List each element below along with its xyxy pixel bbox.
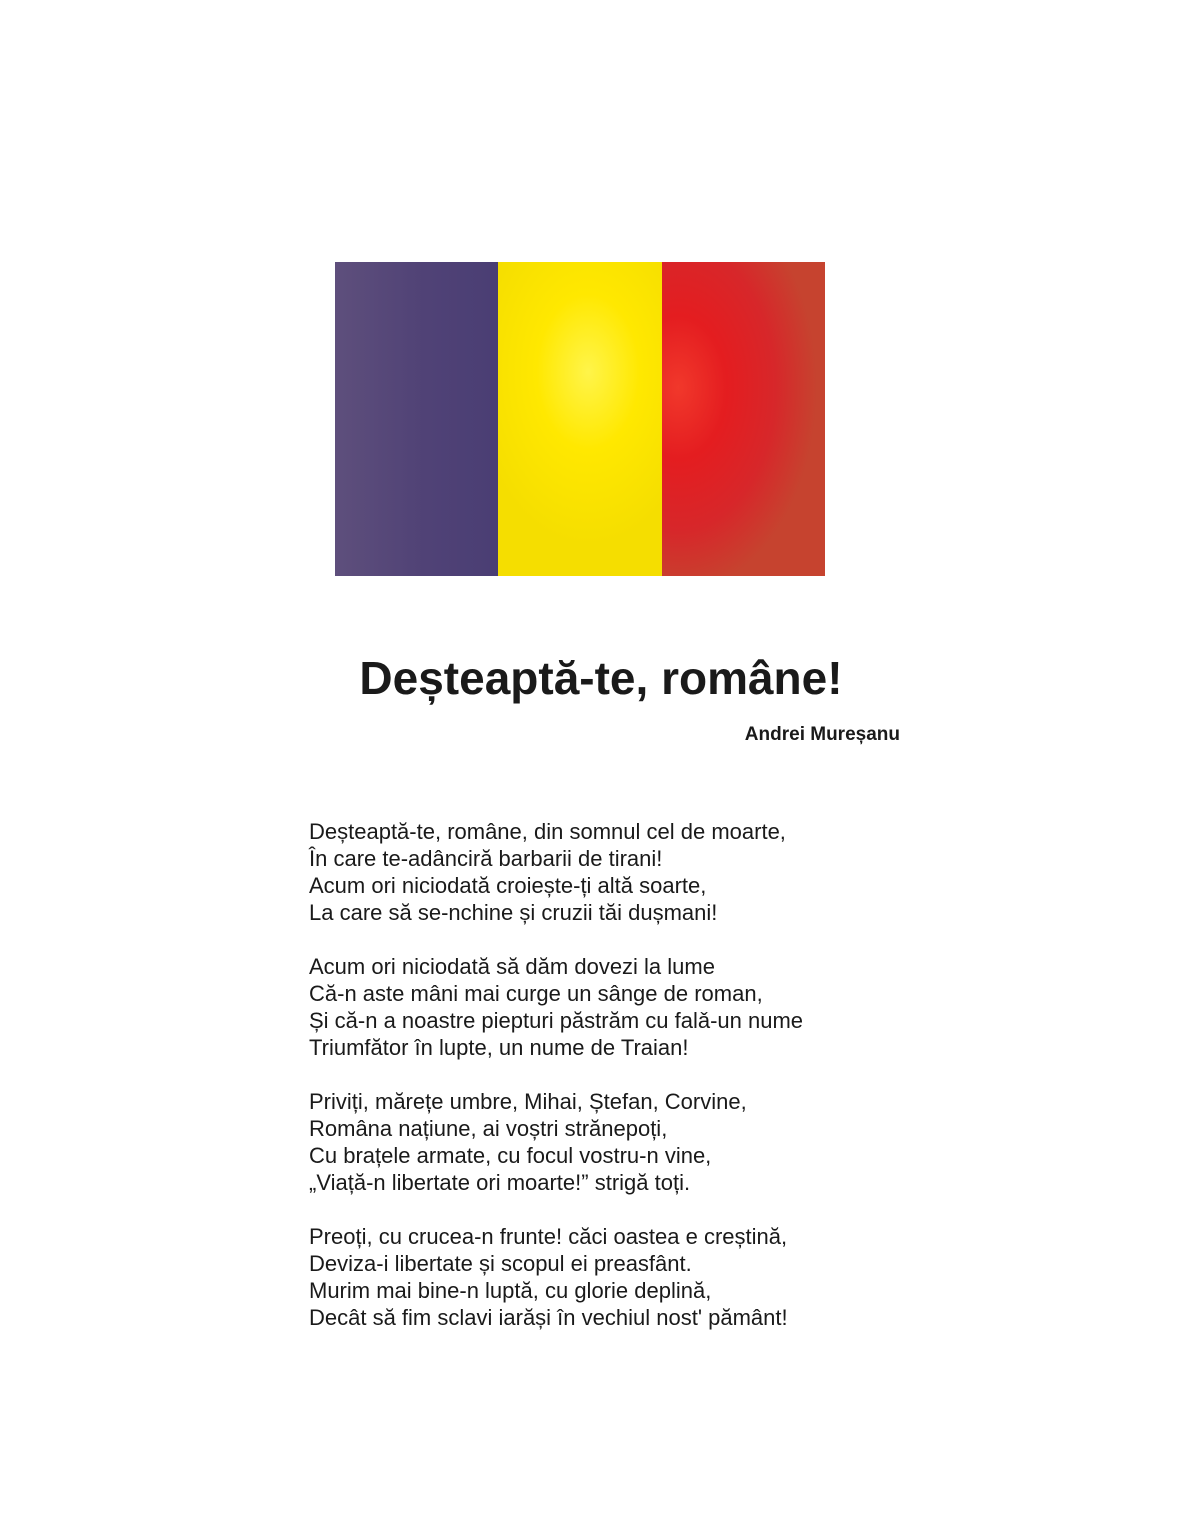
verse-line: Deviza-i libertate și scopul ei preasfânt. [309,1251,692,1276]
romanian-flag [335,262,825,576]
flag-stripe-red [662,262,825,576]
verse-line: Acum ori niciodată să dăm dovezi la lume [309,954,715,979]
flag-stripe-yellow [498,262,661,576]
stanza-1 [309,818,929,926]
verse-line: Preoți, cu crucea-n frunte! căci oastea e creștină, [309,1224,788,1249]
verse-line: Că-n aste mâni mai curge un sânge de roman, [309,981,763,1006]
verse-line: Româna națiune, ai voștri strănepoți, [309,1116,668,1141]
verse-line: „Viață-n libertate ori moarte!” strigă toți. [309,1170,691,1195]
flag-stripe-blue [335,262,498,576]
verse-line: Cu brațele armate, cu focul vostru-n vine, [309,1143,712,1168]
verse-line: Priviți, mărețe umbre, Mihai, Ștefan, Corvine, [309,1089,747,1114]
poem-title: Deșteaptă-te, române! [359,652,843,704]
verse-line: Deșteaptă-te, române, din somnul cel de moarte, [309,819,786,844]
verse-line: Triumfător în lupte, un nume de Traian! [309,1035,689,1060]
verse-line: Murim mai bine-n luptă, cu glorie deplină, [309,1278,712,1303]
verse-line: Și că-n a noastre piepturi păstrăm cu falǎ-un nume [309,1008,804,1033]
stanza-4 [309,1223,929,1331]
verse-line: În care te-adânciră barbarii de tirani! [309,846,663,871]
verse-line: Decât să fim sclavi iarăși în vechiul nost' pământ! [309,1305,788,1330]
stanza-3 [309,1088,929,1196]
poem-author: Andrei Mureșanu [744,724,900,745]
verse-line: La care să se-nchine și cruzii tăi dușmani! [309,900,718,925]
verse-line: Acum ori niciodată croiește-ți altă soarte, [309,873,707,898]
stanza-2 [309,953,929,1061]
poem-body [309,818,929,1358]
